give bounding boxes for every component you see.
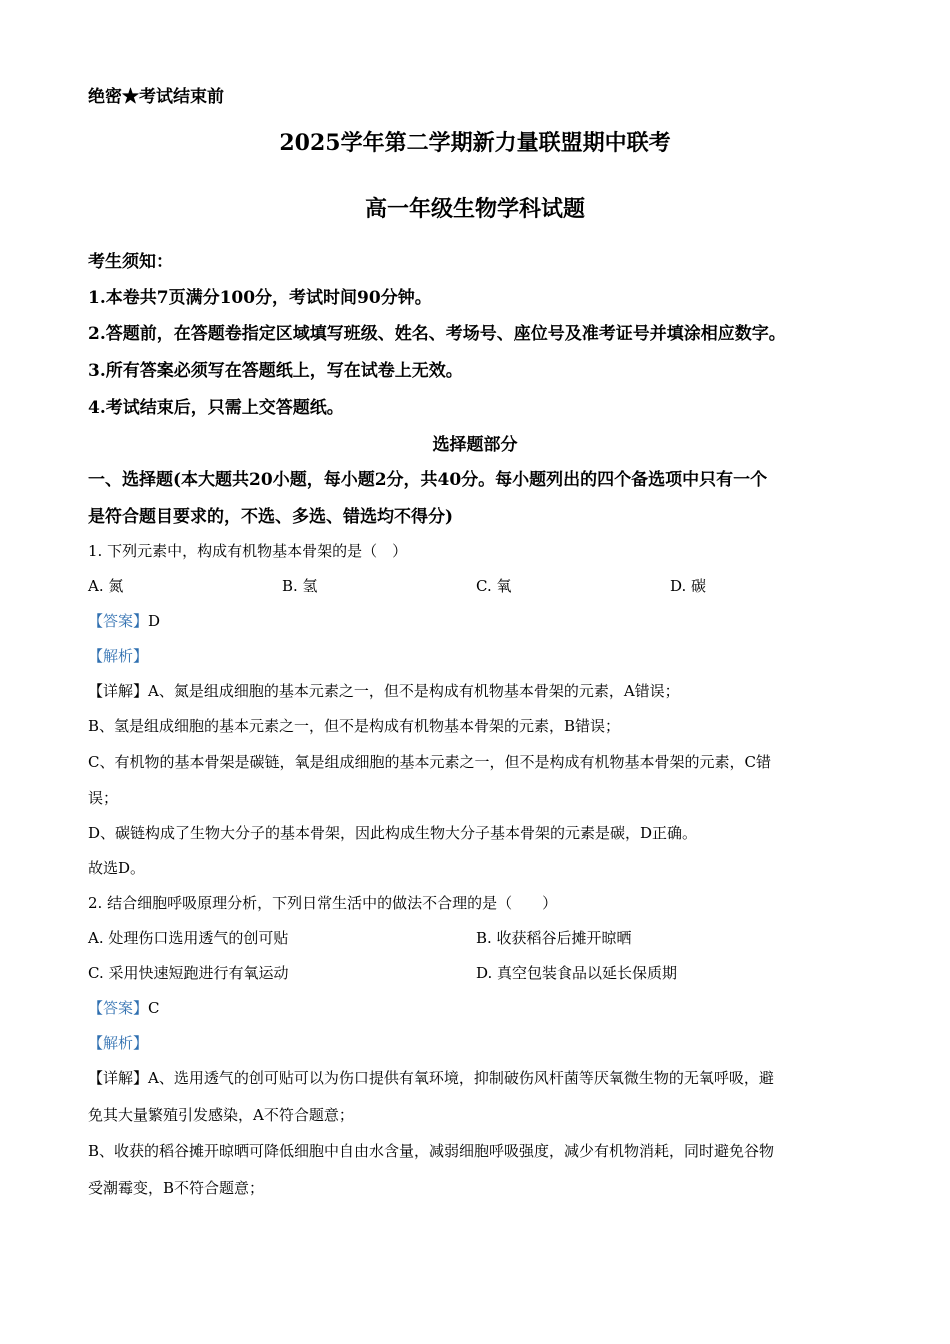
notice-item: 1.本卷共7页满分100分，考试时间90分钟。 <box>88 288 432 308</box>
option-b: B. 收获稻谷后摊开晾晒 <box>476 929 632 947</box>
question-stem: 2. 结合细胞呼吸原理分析，下列日常生活中的做法不合理的是（ ） <box>88 894 558 912</box>
detail-line: C、有机物的基本骨架是碳链，氧是组成细胞的基本元素之一，但不是构成有机物基本骨架的元素，C错 <box>88 753 771 771</box>
notice-heading: 考生须知： <box>88 252 173 272</box>
option-d: D. 真空包装食品以延长保质期 <box>476 964 678 982</box>
option-b: B. 氢 <box>282 577 318 595</box>
notice-item: 3.所有答案必须写在答题纸上，写在试卷上无效。 <box>88 361 463 381</box>
detail-line: 误； <box>88 789 119 807</box>
question-stem: 1. 下列元素中，构成有机物基本骨架的是（ ） <box>88 542 408 560</box>
option-a: A. 处理伤口选用透气的创可贴 <box>88 929 289 947</box>
analysis-tag: 【解析】 <box>88 647 149 665</box>
detail-line: 免其大量繁殖引发感染，A不符合题意； <box>88 1106 354 1124</box>
detail-line: B、氢是组成细胞的基本元素之一，但不是构成有机物基本骨架的元素，B错误； <box>88 717 621 735</box>
detail-line: 【详解】A、氮是组成细胞的基本元素之一，但不是构成有机物基本骨架的元素，A错误； <box>88 682 680 700</box>
option-d: D. 碳 <box>670 577 707 595</box>
answer-value: C <box>148 999 160 1017</box>
answer-line <box>88 997 160 1018</box>
option-c: C. 氧 <box>476 577 512 595</box>
exam-subtitle: 高一年级生物学科试题 <box>364 196 585 222</box>
detail-line: 故选D。 <box>88 859 146 877</box>
answer-tag: 【答案】 <box>88 612 149 630</box>
section-instruction: 一、选择题(本大题共20小题，每小题2分，共40分。每小题列出的四个备选项中只有一个 <box>88 470 768 490</box>
detail-line: 【详解】A、选用透气的创可贴可以为伤口提供有氧环境，抑制破伤风杆菌等厌氧微生物的无氧呼吸，避 <box>88 1069 774 1087</box>
detail-line: B、收获的稻谷摊开晾晒可降低细胞中自由水含量，减弱细胞呼吸强度，减少有机物消耗，同时避免谷物 <box>88 1142 775 1160</box>
analysis-tag: 【解析】 <box>88 1034 149 1052</box>
option-a: A. 氮 <box>88 577 124 595</box>
section-title: 选择题部分 <box>432 435 518 455</box>
notice-item: 4.考试结束后，只需上交答题纸。 <box>88 398 344 418</box>
answer-value: D <box>148 612 161 630</box>
detail-line: D、碳链构成了生物大分子的基本骨架，因此构成生物大分子基本骨架的元素是碳，D正确。 <box>88 824 698 842</box>
option-c: C. 采用快速短跑进行有氧运动 <box>88 964 289 982</box>
secret-label: 绝密★考试结束前 <box>88 87 224 107</box>
answer-tag: 【答案】 <box>88 999 149 1017</box>
exam-title: 2025学年第二学期新力量联盟期中联考 <box>279 130 671 156</box>
notice-item: 2.答题前，在答题卷指定区域填写班级、姓名、考场号、座位号及准考证号并填涂相应数字。 <box>88 324 786 344</box>
section-instruction: 是符合题目要求的，不选、多选、错选均不得分) <box>88 507 454 527</box>
detail-line: 受潮霉变，B不符合题意； <box>88 1179 265 1197</box>
answer-line <box>88 610 160 631</box>
